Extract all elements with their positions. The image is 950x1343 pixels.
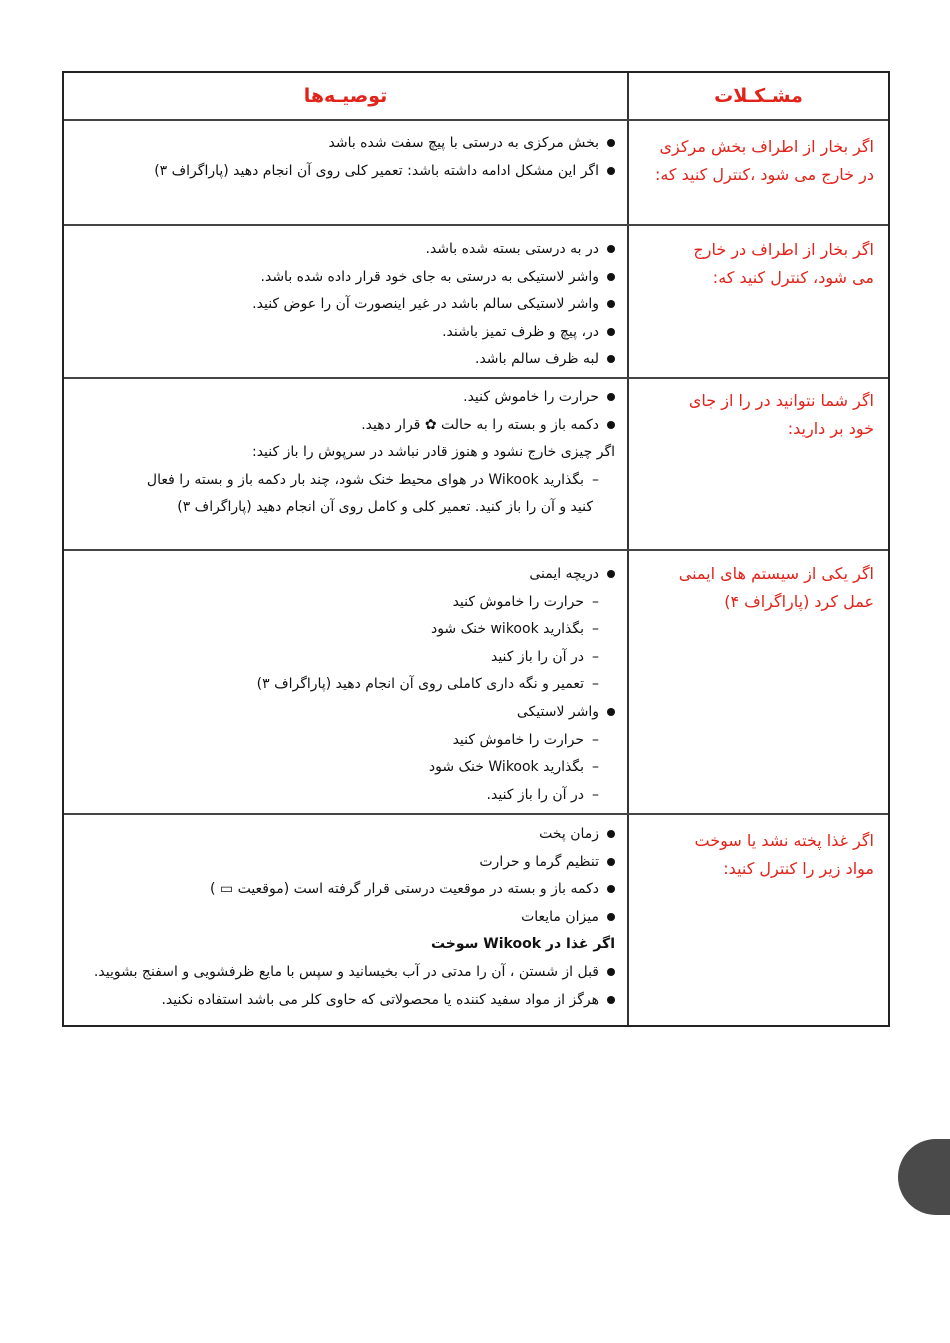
solution-cell: [78, 236, 615, 374]
problem-text-line: اگر یکی از سیستم های ایمنی: [678, 564, 874, 583]
solution-item: [78, 987, 615, 1015]
solution-item: [78, 319, 615, 347]
solution-text: حرارت را خاموش کنید.: [463, 389, 599, 405]
bullet-icon: [607, 421, 615, 429]
solution-text: دریچه ایمنی: [529, 566, 599, 582]
solution-item: [78, 412, 615, 440]
problem-text-line: می شود، کنترل کنید که:: [712, 268, 874, 287]
solution-cell: [78, 130, 615, 185]
solution-text: دکمه باز و بسته در موقعیت درستی قرار گرفته است (موقعیت ▭ ): [209, 881, 599, 898]
solution-item: [78, 959, 615, 987]
problem-cell: [644, 560, 874, 616]
solution-text: در آن را باز کنید.: [486, 786, 584, 803]
bullet-icon: [607, 858, 615, 866]
row-divider: [64, 813, 888, 815]
solution-item: [78, 346, 615, 374]
solution-text: کنید و آن را باز کنید. تعمیر کلی و کامل روی آن انجام دهید (پاراگراف ۳): [177, 499, 593, 516]
solution-item: [78, 264, 615, 292]
problem-text-line: اگر غذا پخته نشد یا سوخت: [694, 831, 874, 850]
dash-icon: –: [592, 786, 599, 803]
problem-text-line: خود بر دارید:: [787, 419, 874, 438]
solution-item: [78, 130, 615, 158]
solution-text: واشر لاستیکی سالم باشد در غیر اینصورت آن را عوض کنید.: [252, 296, 599, 313]
bullet-icon: [607, 139, 615, 147]
solution-item: [78, 561, 615, 589]
page-tab-marker: [898, 1139, 950, 1215]
row-divider: [64, 224, 888, 226]
solution-cell: [78, 384, 615, 522]
bullet-icon: [607, 570, 615, 578]
bullet-icon: [607, 167, 615, 175]
solution-text: در، پیچ و ظرف تمیز باشند.: [442, 323, 599, 340]
bullet-icon: [607, 245, 615, 253]
solution-item: [78, 291, 615, 319]
solution-item: [78, 782, 615, 810]
solution-text: در آن را باز کنید: [490, 648, 584, 665]
solution-text: بگذارید wikook خنک شود: [430, 621, 584, 638]
bullet-icon: [607, 968, 615, 976]
solution-text: حرارت را خاموش کنید: [452, 593, 584, 610]
solution-item: [78, 876, 615, 904]
solution-item: [78, 727, 615, 755]
problem-cell: [644, 236, 874, 292]
row-divider: [64, 377, 888, 379]
bullet-icon: [607, 885, 615, 893]
solution-text: زمان پخت: [539, 826, 599, 842]
solution-item: [78, 849, 615, 877]
bullet-icon: [607, 328, 615, 336]
bullet-icon: [607, 355, 615, 363]
solution-text: تعمیر و نگه داری کاملی روی آن انجام دهید (پاراگراف ۳): [256, 676, 584, 693]
solution-text: لبه ظرف سالم باشد.: [475, 351, 599, 368]
solution-text: اگر چیزی خارج نشود و هنوز قادر نباشد در سرپوش را باز کنید:: [251, 444, 615, 461]
dash-icon: –: [592, 731, 599, 748]
solution-text: واشر لاستیکی به درستی به جای خود قرار داده شده باشد.: [260, 268, 599, 285]
bullet-icon: [607, 300, 615, 308]
solution-text: در به درستی بسته شده باشد.: [425, 241, 599, 257]
bullet-icon: [607, 273, 615, 281]
dash-icon: –: [592, 648, 599, 665]
solution-item: [78, 671, 615, 699]
solution-item: [78, 158, 615, 186]
solution-cell: [78, 561, 615, 809]
solution-item: [78, 904, 615, 932]
dash-icon: –: [592, 621, 599, 638]
problem-cell: [644, 827, 874, 883]
solution-text: بخش مرکزی به درستی با پیچ سفت شده باشد: [328, 135, 599, 151]
solution-text: حرارت را خاموش کنید: [452, 731, 584, 748]
problem-cell: [644, 133, 874, 189]
header-solutions: توصیـه‌ها: [303, 85, 388, 107]
troubleshooting-table: [62, 71, 890, 1027]
header-divider: [64, 119, 888, 121]
solution-item: [78, 236, 615, 264]
solution-text: اگر این مشکل ادامه داشته باشد: تعمیر کلی روی آن انجام دهید (پاراگراف ۳): [154, 162, 599, 179]
dash-icon: –: [592, 471, 599, 488]
problem-text-line: عمل کرد (پاراگراف ۴): [724, 592, 874, 611]
solution-text: میزان مایعات: [521, 908, 599, 925]
solution-text: قبل از شستن ، آن را مدتی در آب بخیسانید و سپس با مایع ظرفشویی و اسفنج بشویید.: [93, 963, 599, 980]
bullet-icon: [607, 708, 615, 716]
solution-item: [78, 494, 615, 522]
solution-item: [78, 931, 615, 959]
solution-item: [78, 384, 615, 412]
dash-icon: –: [592, 759, 599, 776]
solution-item: [78, 616, 615, 644]
header-problems: مشـکـلات: [714, 85, 803, 107]
bullet-icon: [607, 913, 615, 921]
solution-item: [78, 589, 615, 617]
row-divider: [64, 549, 888, 551]
solution-cell: [78, 821, 615, 1014]
problem-text-line: اگر بخار از اطراف در خارج: [693, 240, 874, 259]
problem-text-line: در خارج می شود ،کنترل کنید که:: [654, 165, 874, 184]
solution-text: بگذارید Wikook در هوای محیط خنک شود، چند بار دکمه باز و بسته را فعال: [146, 471, 584, 488]
solution-text: بگذارید Wikook خنک شود: [428, 759, 584, 776]
bullet-icon: [607, 996, 615, 1004]
problem-text-line: اگر شما نتوانید در را از جای: [688, 391, 874, 410]
bullet-icon: [607, 830, 615, 838]
problem-cell: [644, 387, 874, 443]
solution-item: [78, 821, 615, 849]
solution-text: دکمه باز و بسته را به حالت ✿ قرار دهید.: [361, 416, 599, 433]
solution-item: [78, 439, 615, 467]
solution-text: هرگز از مواد سفید کننده یا محصولاتی که حاوی کلر می باشد استفاده نکنید.: [161, 991, 599, 1008]
solution-text: تنظیم گرما و حرارت: [479, 853, 599, 870]
solution-text: اگر غذا در Wikook سوخت: [430, 936, 615, 953]
solution-item: [78, 644, 615, 672]
bullet-icon: [607, 393, 615, 401]
problem-text-line: اگر بخار از اطراف بخش مرکزی: [659, 137, 874, 156]
solution-item: [78, 699, 615, 727]
problem-text-line: مواد زیر را کنترل کنید:: [723, 859, 874, 878]
solution-item: [78, 754, 615, 782]
solution-text: واشر لاستیکی: [516, 703, 599, 720]
dash-icon: –: [592, 593, 599, 610]
dash-icon: –: [592, 676, 599, 693]
solution-item: [78, 467, 615, 495]
